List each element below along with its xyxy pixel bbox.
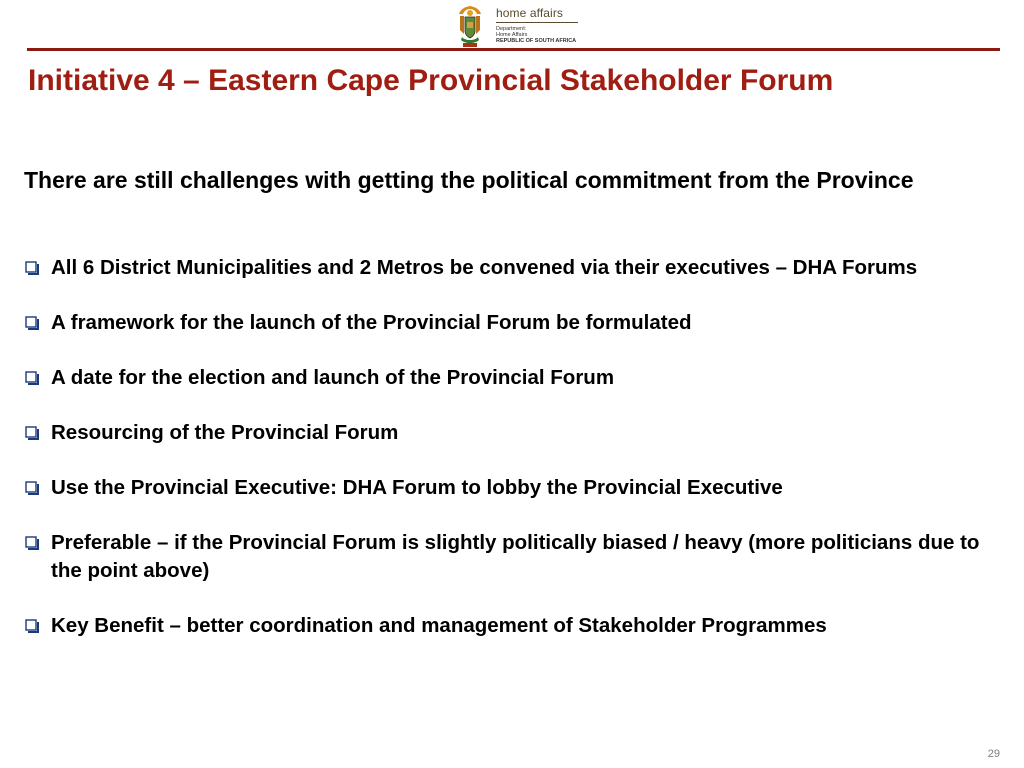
page-number: 29	[987, 748, 1000, 760]
bullet-item	[24, 612, 1009, 640]
hollow-square-bullet-icon	[24, 426, 39, 441]
bullet-text: A date for the election and launch of the Provincial Forum	[51, 366, 615, 389]
coat-of-arms-icon	[454, 4, 486, 50]
bullet-item	[24, 364, 1009, 392]
hollow-square-bullet-icon	[24, 481, 39, 496]
hollow-square-bullet-icon	[24, 619, 39, 634]
hollow-square-bullet-icon	[24, 371, 39, 386]
hollow-square-bullet-icon	[24, 261, 39, 276]
bullet-item	[24, 474, 1009, 502]
bullet-item	[24, 419, 1009, 447]
bullet-text: Use the Provincial Executive: DHA Forum to lobby the Provincial Executive	[51, 476, 783, 499]
bullet-item	[24, 254, 1009, 282]
bullet-text: Resourcing of the Provincial Forum	[51, 421, 399, 444]
logo-department-line: Department:	[496, 26, 527, 32]
bullet-item	[24, 529, 1009, 585]
logo-divider	[496, 22, 578, 23]
slide-title: Initiative 4 – Eastern Cape Provincial Stakeholder Forum	[28, 64, 834, 97]
hollow-square-bullet-icon	[24, 316, 39, 331]
logo-country-line: REPUBLIC OF SOUTH AFRICA	[496, 38, 577, 44]
logo-wordmark: home affairs	[496, 6, 564, 20]
bullet-text: A framework for the launch of the Provincial Forum be formulated	[51, 311, 692, 334]
bullet-list	[24, 254, 1009, 667]
header-rule	[27, 48, 1000, 51]
home-affairs-logo	[454, 4, 584, 50]
bullet-item	[24, 309, 1009, 337]
bullet-text: Preferable – if the Provincial Forum is slightly politically biased / heavy (more politicians due to the point above)	[51, 531, 980, 582]
hollow-square-bullet-icon	[24, 536, 39, 551]
bullet-text: Key Benefit – better coordination and management of Stakeholder Programmes	[51, 614, 827, 637]
bullet-text: All 6 District Municipalities and 2 Metros be convened via their executives – DHA Forums	[51, 256, 918, 279]
intro-statement: There are still challenges with getting the political commitment from the Province	[24, 167, 914, 193]
logo-home-affairs-line: Home Affairs	[496, 32, 528, 38]
